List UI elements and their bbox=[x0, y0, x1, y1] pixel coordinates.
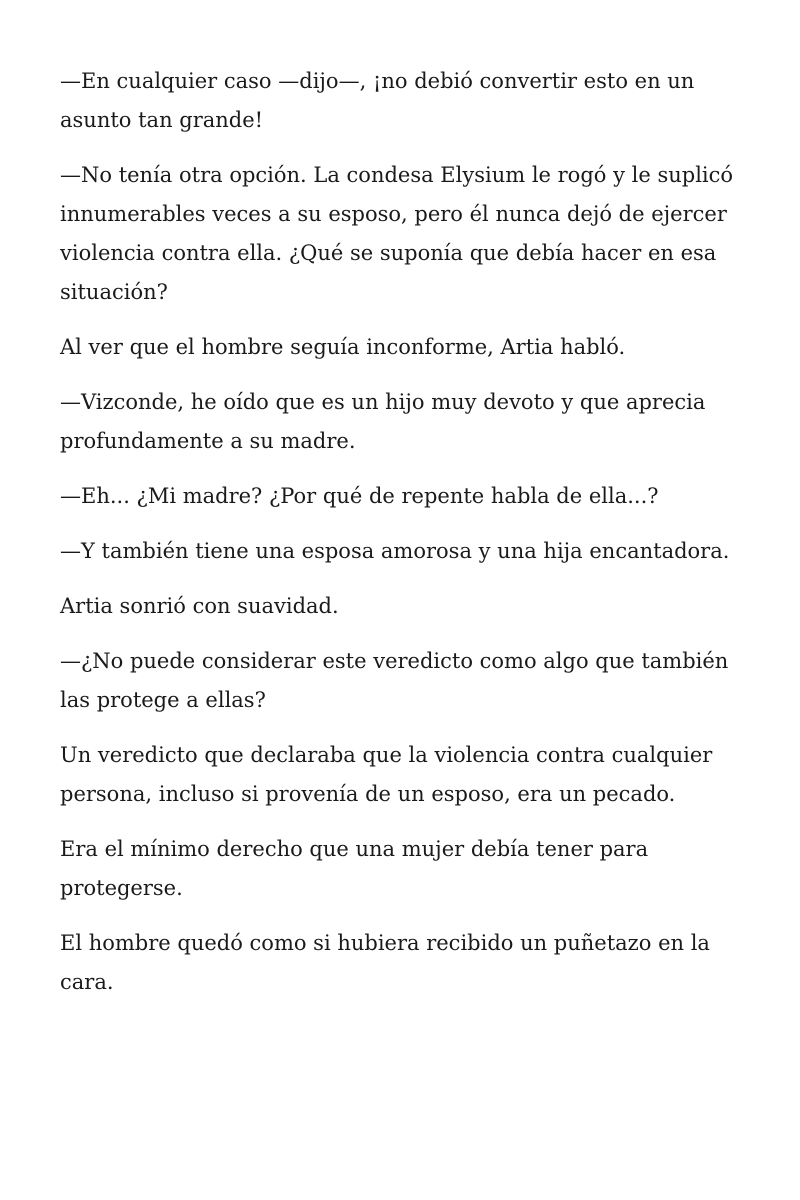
paragraph: —Y también tiene una esposa amorosa y una hija encantadora. bbox=[60, 539, 730, 563]
paragraph: Al ver que el hombre seguía inconforme, Artia habló. bbox=[60, 335, 626, 359]
paragraph: —¿No puede considerar este veredicto como algo que también las protege a ellas? bbox=[60, 649, 729, 712]
paragraph: —Eh... ¿Mi madre? ¿Por qué de repente habla de ella...? bbox=[60, 484, 659, 508]
paragraph: —Vizconde, he oído que es un hijo muy devoto y que aprecia profundamente a su madre. bbox=[60, 390, 706, 453]
paragraph: —No tenía otra opción. La condesa Elysium le rogó y le suplicó innumerables veces a su esposo, pero él nunca dejó de ejercer violencia contra ella. ¿Qué se suponía que debía hacer en esa situación? bbox=[60, 163, 734, 304]
paragraph: El hombre quedó como si hubiera recibido un puñetazo en la cara. bbox=[60, 931, 710, 994]
paragraph: —En cualquier caso —dijo—, ¡no debió convertir esto en un asunto tan grande! bbox=[60, 69, 695, 132]
paragraph: Un veredicto que declaraba que la violencia contra cualquier persona, incluso si provenía de un esposo, era un pecado. bbox=[60, 743, 713, 806]
paragraph: Artia sonrió con suavidad. bbox=[60, 594, 339, 618]
reading-text bbox=[60, 62, 744, 1002]
paragraph: Era el mínimo derecho que una mujer debía tener para protegerse. bbox=[60, 837, 649, 900]
